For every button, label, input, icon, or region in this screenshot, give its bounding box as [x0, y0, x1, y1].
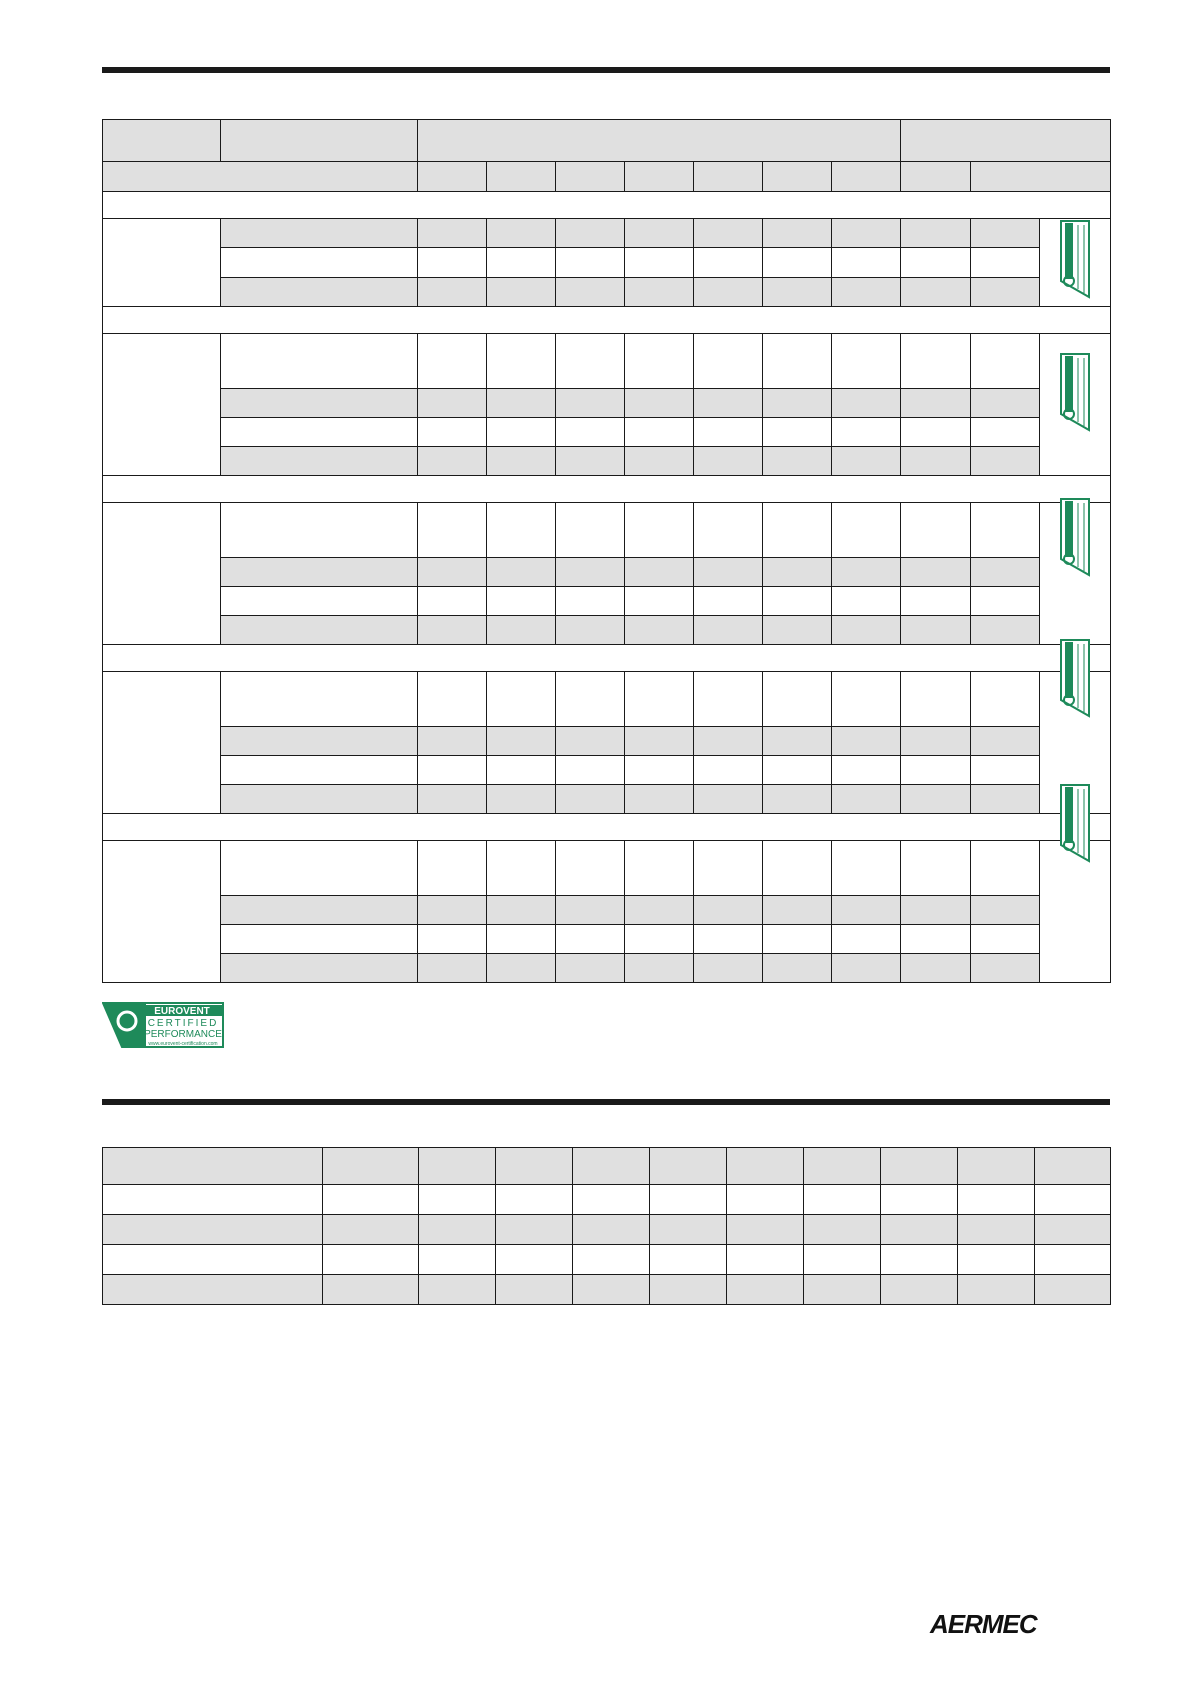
section-cell — [103, 192, 1111, 219]
eurovent-badge-icon — [1059, 352, 1091, 434]
table-row — [103, 841, 1111, 896]
eurovent-certified-badge-icon — [102, 1002, 224, 1048]
header-cell — [556, 162, 625, 192]
group-label-cell — [103, 219, 221, 307]
header-cell — [901, 120, 1111, 162]
badge-line3: PERFORMANCE — [144, 1029, 222, 1040]
table-row — [103, 503, 1111, 558]
table-row — [103, 1215, 1111, 1245]
performance-table — [102, 119, 1111, 983]
group-label-cell — [103, 334, 221, 476]
badge-cell — [1040, 334, 1111, 476]
eurovent-badge-icon — [1059, 497, 1091, 579]
table-row — [103, 447, 1111, 476]
table-row — [103, 334, 1111, 389]
table-row — [103, 672, 1111, 727]
table-row — [103, 616, 1111, 645]
section-row — [103, 645, 1111, 672]
group-label-cell — [103, 672, 221, 814]
header-cell — [832, 162, 901, 192]
table-row — [103, 389, 1111, 418]
table-row — [103, 896, 1111, 925]
table-row — [103, 1275, 1111, 1305]
table-row — [103, 727, 1111, 756]
table-row — [103, 219, 1111, 248]
section-row — [103, 476, 1111, 503]
header-cell — [971, 162, 1111, 192]
badge-cell — [1040, 219, 1111, 307]
eurovent-badge-icon — [1059, 783, 1091, 865]
middle-rule — [102, 1099, 1110, 1105]
table-row — [103, 925, 1111, 954]
section-row — [103, 814, 1111, 841]
header-cell — [901, 162, 971, 192]
top-rule — [102, 67, 1110, 73]
table-row — [103, 558, 1111, 587]
badge-cell — [1040, 503, 1111, 645]
badge-cell — [1040, 841, 1111, 983]
eurovent-badge-icon — [1059, 638, 1091, 720]
section-row — [103, 192, 1111, 219]
header-cell — [221, 120, 418, 162]
badge-url: www.eurovent-certification.com — [148, 1041, 218, 1047]
table-row — [103, 1245, 1111, 1275]
eurovent-badge-icon — [1059, 219, 1091, 301]
header-cell — [418, 162, 487, 192]
header-row — [103, 120, 1111, 162]
badge-line1: EUROVENT — [154, 1006, 210, 1017]
table-row — [103, 418, 1111, 447]
aermec-logo: AERMEC — [930, 1609, 1037, 1639]
group-label-cell — [103, 503, 221, 645]
table-row — [103, 587, 1111, 616]
header-cell — [625, 162, 694, 192]
table-row — [103, 277, 1111, 306]
table-row — [103, 1185, 1111, 1215]
header-cell — [763, 162, 832, 192]
header-cell — [103, 162, 418, 192]
header-cell — [487, 162, 556, 192]
header-cell — [694, 162, 763, 192]
data-table — [102, 1147, 1111, 1305]
table-row — [103, 785, 1111, 814]
table-row — [103, 248, 1111, 277]
table-row — [103, 954, 1111, 983]
header-cell — [103, 120, 221, 162]
section-row — [103, 307, 1111, 334]
header-row — [103, 162, 1111, 192]
table-row — [103, 756, 1111, 785]
header-row — [103, 1148, 1111, 1185]
group-label-cell — [103, 841, 221, 983]
header-cell — [418, 120, 901, 162]
badge-line2: CERTIFIED — [147, 1018, 219, 1029]
